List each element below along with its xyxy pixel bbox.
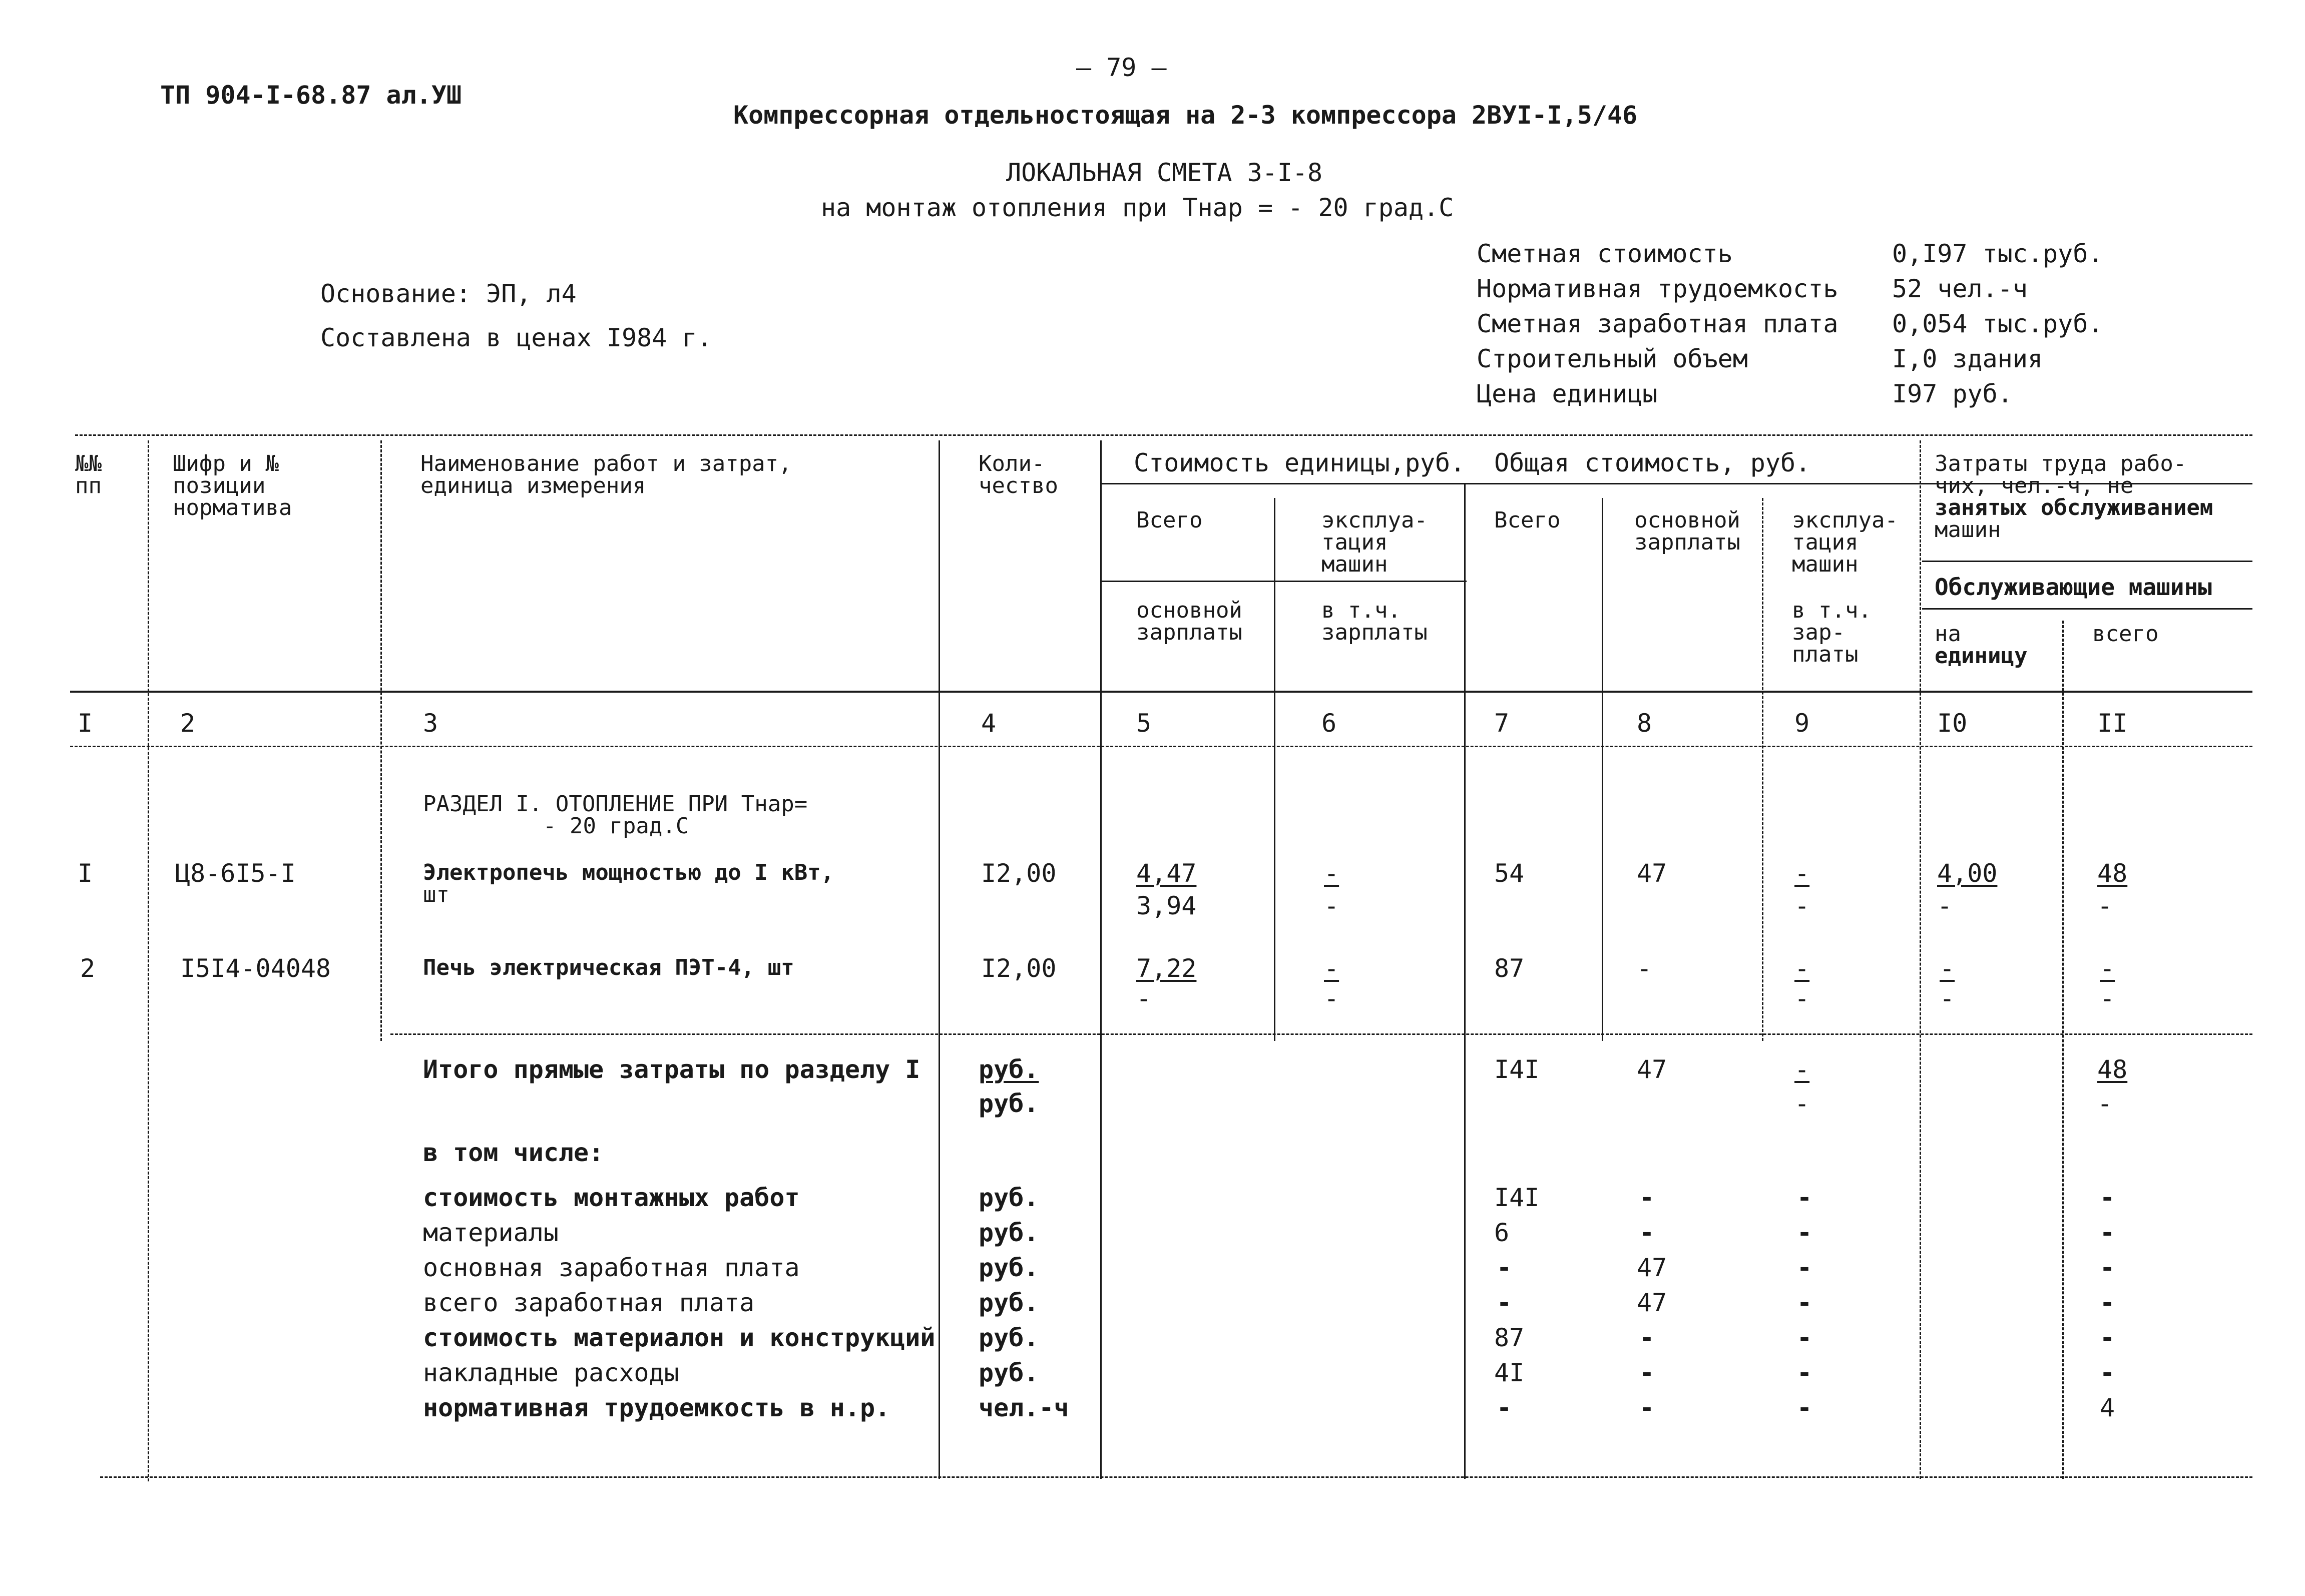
row-unit-all: 4,47 — [1136, 859, 1197, 888]
breakdown-c11: - — [2100, 1288, 2115, 1317]
summary-label: Сметная заработная плата — [1477, 309, 1838, 338]
header-unit-machine-wage: в т.ч. зарплаты — [1321, 598, 1428, 645]
breakdown-c9: - — [1797, 1323, 1812, 1352]
header-labor: Затраты труда рабо- чих, чел.-ч, не занятых обслуживанием машин — [1935, 451, 2213, 543]
total-labor-2: - — [2097, 1089, 2113, 1118]
row-unit-wage: - — [1136, 984, 1152, 1013]
breakdown-c7: - — [1497, 1253, 1512, 1282]
header-rule — [1922, 608, 2252, 610]
prices-year-text: Составлена в ценах I984 г. — [320, 323, 712, 352]
breakdown-c7: - — [1497, 1393, 1512, 1422]
breakdown-c8: - — [1639, 1323, 1655, 1352]
col-number: 7 — [1494, 709, 1510, 738]
col-number: 2 — [180, 709, 196, 738]
header-total-main-wage: основной зарплаты — [1634, 507, 1740, 555]
breakdown-c8: 47 — [1637, 1288, 1667, 1317]
breakdown-c9: - — [1797, 1393, 1812, 1422]
breakdown-c9: - — [1797, 1183, 1812, 1212]
header-total-all: Всего — [1494, 507, 1561, 533]
page-number: – 79 – — [1076, 53, 1167, 82]
breakdown-unit: руб. — [979, 1323, 1039, 1352]
total-unit: руб. — [979, 1055, 1039, 1084]
row-unit-all: 7,22 — [1136, 954, 1197, 983]
breakdown-c11: - — [2100, 1358, 2115, 1387]
breakdown-c8: - — [1639, 1393, 1655, 1422]
header-unit-all: Всего — [1136, 507, 1203, 533]
col-number: II — [2097, 709, 2128, 738]
summary-value: I97 руб. — [1892, 379, 2013, 408]
col-number: I — [78, 709, 93, 738]
breakdown-c8: - — [1639, 1218, 1655, 1247]
row-labor-total: - — [2100, 954, 2115, 983]
header-per-unit: на единицу — [1935, 621, 2028, 669]
estimate-subtitle: на монтаж отопления при Тнар = - 20 град.С — [821, 193, 1454, 222]
row-unit-machine-wage: - — [1324, 891, 1339, 920]
col-number: 3 — [423, 709, 438, 738]
breakdown-c11: 4 — [2100, 1393, 2115, 1422]
breakdown-name: накладные расходы — [423, 1358, 679, 1387]
row-total-machine: - — [1794, 954, 1810, 983]
col-divider — [380, 440, 382, 1041]
breakdown-name: материалы — [423, 1218, 559, 1247]
breakdown-unit: руб. — [979, 1253, 1039, 1282]
breakdown-c7: 6 — [1494, 1218, 1510, 1247]
header-unit-cost: Стоимость единицы,руб. — [1134, 448, 1466, 477]
header-labor-machines: Обслуживающие машины — [1935, 574, 2212, 601]
breakdown-c7: 87 — [1494, 1323, 1525, 1352]
header-total-cost: Общая стоимость, руб. — [1494, 448, 1811, 477]
row-total-machine: - — [1794, 859, 1810, 888]
summary-label: Цена единицы — [1477, 379, 1658, 408]
col-divider — [939, 440, 940, 1479]
total-label: Итого прямые затраты по разделу I — [423, 1055, 920, 1084]
breakdown-c9: - — [1797, 1358, 1812, 1387]
col-divider — [1602, 498, 1603, 1041]
row-unit-machine-wage: - — [1324, 984, 1339, 1013]
col-divider — [1100, 440, 1102, 1479]
row-total-machine-wage: - — [1794, 984, 1810, 1013]
row-total-wage: - — [1637, 954, 1652, 983]
col-divider — [1274, 498, 1275, 1041]
breakdown-name: основная заработная плата — [423, 1253, 800, 1282]
numbers-rule — [70, 746, 2252, 747]
header-total-machine: эксплуа- тация машин — [1792, 507, 1898, 577]
row-code: I5I4-04048 — [180, 954, 331, 983]
row-labor-total-2: - — [2097, 891, 2113, 920]
header-rule — [1101, 581, 1467, 582]
row-total-wage: 47 — [1637, 859, 1667, 888]
row-code: Ц8-6I5-I — [175, 859, 296, 888]
header-rule — [1922, 561, 2252, 562]
row-name: Электропечь мощностью до I кВт, шт — [423, 860, 834, 907]
breakdown-c11: - — [2100, 1183, 2115, 1212]
col-divider — [2062, 621, 2064, 1479]
row-qty: I2,00 — [981, 859, 1057, 888]
breakdown-name: стоимость монтажных работ — [423, 1183, 800, 1212]
row-total-machine-wage: - — [1794, 891, 1810, 920]
breakdown-c9: - — [1797, 1253, 1812, 1282]
row-unit-machine: - — [1324, 859, 1339, 888]
header-col4: Коли- чество — [979, 451, 1058, 498]
row-number: I — [78, 859, 93, 888]
breakdown-c8: - — [1639, 1358, 1655, 1387]
header-unit-main-wage: основной зарплаты — [1136, 598, 1242, 645]
row-labor-total-2: - — [2100, 984, 2115, 1013]
summary-value: 52 чел.-ч — [1892, 274, 2028, 303]
section-title: РАЗДЕЛ I. ОТОПЛЕНИЕ ПРИ Тнар= - 20 град.С — [423, 791, 808, 839]
breakdown-c8: 47 — [1637, 1253, 1667, 1282]
header-bottom-rule — [70, 691, 2252, 693]
col-divider — [1920, 440, 1921, 1479]
col-number: I0 — [1937, 709, 1968, 738]
breakdown-name: стоимость материалон и конструкций — [423, 1323, 936, 1352]
row-total-all: 54 — [1494, 859, 1525, 888]
total-machine-wage: - — [1794, 1089, 1810, 1118]
breakdown-unit: руб. — [979, 1218, 1039, 1247]
header-total-machine-wage: в т.ч. зар- платы — [1792, 598, 1872, 667]
row-labor-total: 48 — [2097, 859, 2128, 888]
row-labor-unit-2: - — [1940, 984, 1955, 1013]
col-divider — [1762, 498, 1763, 1041]
summary-label: Сметная стоимость — [1477, 239, 1733, 268]
header-unit-machine: эксплуа- тация машин — [1321, 507, 1428, 577]
header-col3: Наименование работ и затрат, единица измерения — [420, 451, 792, 498]
row-labor-unit: 4,00 — [1937, 859, 1998, 888]
col-divider — [148, 440, 149, 1481]
breakdown-c11: - — [2100, 1218, 2115, 1247]
row-labor-unit-2: - — [1937, 891, 1953, 920]
col-divider — [1464, 483, 1466, 1479]
row-unit-wage: 3,94 — [1136, 891, 1197, 920]
summary-label: Строительный объем — [1477, 344, 1748, 373]
row-total-all: 87 — [1494, 954, 1525, 983]
total-unit-2: руб. — [979, 1089, 1039, 1118]
header-col1: №№ пп — [75, 451, 102, 498]
breakdown-unit: руб. — [979, 1183, 1039, 1212]
document-code: ТП 904-I-68.87 ал.УШ — [160, 81, 462, 110]
row-number: 2 — [80, 954, 96, 983]
summary-value: 0,I97 тыс.руб. — [1892, 239, 2103, 268]
row-unit-machine: - — [1324, 954, 1339, 983]
breakdown-unit: руб. — [979, 1288, 1039, 1317]
row-labor-unit: - — [1940, 954, 1955, 983]
total-wage: 47 — [1637, 1055, 1667, 1084]
breakdown-c8: - — [1639, 1183, 1655, 1212]
breakdown-c11: - — [2100, 1253, 2115, 1282]
summary-value: I,0 здания — [1892, 344, 2043, 373]
breakdown-unit: чел.-ч — [979, 1393, 1069, 1422]
breakdown-c7: - — [1497, 1288, 1512, 1317]
total-all: I4I — [1494, 1055, 1540, 1084]
table-top-rule — [75, 434, 2252, 436]
col-number: 6 — [1321, 709, 1337, 738]
breakdown-c9: - — [1797, 1218, 1812, 1247]
breakdown-c7: I4I — [1494, 1183, 1540, 1212]
breakdown-c7: 4I — [1494, 1358, 1525, 1387]
summary-value: 0,054 тыс.руб. — [1892, 309, 2103, 338]
breakdown-c11: - — [2100, 1323, 2115, 1352]
row-qty: I2,00 — [981, 954, 1057, 983]
col-number: 5 — [1136, 709, 1152, 738]
estimate-title: ЛОКАЛЬНАЯ СМЕТА 3-I-8 — [1006, 158, 1323, 187]
table-bottom-rule — [100, 1476, 2252, 1478]
total-rule — [390, 1033, 2252, 1035]
breakdown-name: всего заработная плата — [423, 1288, 755, 1317]
breakdown-c9: - — [1797, 1288, 1812, 1317]
including-label: в том числе: — [423, 1138, 604, 1167]
row-name: Печь электрическая ПЭТ-4, шт — [423, 955, 794, 980]
document-title: Компрессорная отдельностоящая на 2-3 компрессора 2ВУI-I,5/46 — [733, 101, 1638, 130]
col-number: 9 — [1794, 709, 1810, 738]
breakdown-name: нормативная трудоемкость в н.р. — [423, 1393, 890, 1422]
total-machine: - — [1794, 1055, 1810, 1084]
basis-text: Основание: ЭП, л4 — [320, 279, 577, 308]
col-number: 8 — [1637, 709, 1652, 738]
total-labor: 48 — [2097, 1055, 2128, 1084]
breakdown-unit: руб. — [979, 1358, 1039, 1387]
header-col2: Шифр и № позиции норматива — [173, 451, 292, 520]
col-number: 4 — [981, 709, 997, 738]
header-labor-total: всего — [2092, 621, 2159, 647]
summary-label: Нормативная трудоемкость — [1477, 274, 1838, 303]
